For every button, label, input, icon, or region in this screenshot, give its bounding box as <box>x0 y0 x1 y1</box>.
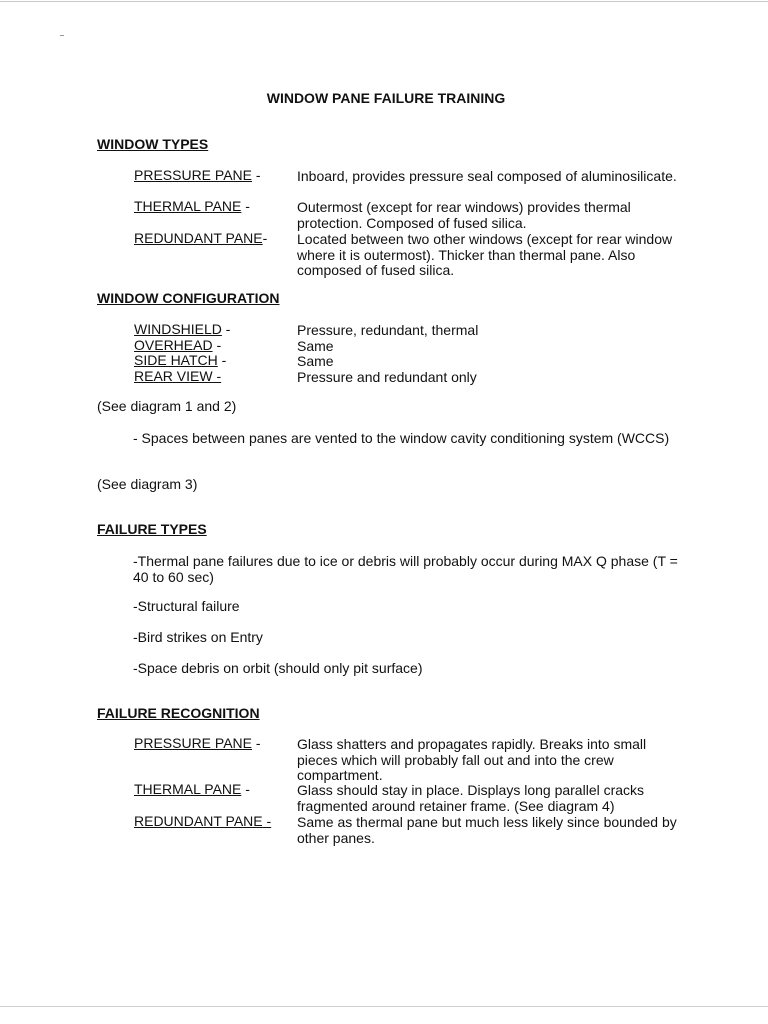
desc-pressure-pane: Inboard, provides pressure seal composed of aluminosilicate. <box>297 168 677 184</box>
desc-thermal-pane-recognition: Glass should stay in place. Displays long parallel cracks fragmented around retainer frame. (See diagram 4) <box>297 782 645 814</box>
failure-type-item: -Space debris on orbit (should only pit surface) <box>133 660 423 676</box>
scan-edge-top <box>0 1 768 2</box>
section-heading-failure-types: FAILURE TYPES <box>97 521 207 537</box>
scan-edge-bottom <box>0 1006 768 1007</box>
label-redundant-pane-recognition: REDUNDANT PANE - <box>134 813 272 829</box>
label-side-hatch: SIDE HATCH - <box>134 352 227 368</box>
section-heading-failure-recognition: FAILURE RECOGNITION <box>97 705 260 721</box>
section-heading-window-types: WINDOW TYPES <box>97 136 209 152</box>
label-windshield: WINDSHIELD - <box>134 321 231 337</box>
label-thermal-pane-recognition: THERMAL PANE - <box>134 781 250 797</box>
page-title: WINDOW PANE FAILURE TRAINING <box>266 90 506 106</box>
failure-type-item: -Thermal pane failures due to ice or debris will probably occur during MAX Q phase (T = 40 to 60 sec) <box>133 553 678 585</box>
section-heading-window-configuration: WINDOW CONFIGURATION <box>97 290 280 306</box>
desc-rear-view: Pressure and redundant only <box>297 369 477 385</box>
label-overhead: OVERHEAD - <box>134 337 222 353</box>
scan-speck <box>60 35 64 36</box>
note-see-diagram-1-2: (See diagram 1 and 2) <box>97 398 237 414</box>
desc-windshield: Pressure, redundant, thermal <box>297 322 479 338</box>
desc-redundant-pane-recognition: Same as thermal pane but much less likely since bounded by other panes. <box>297 814 677 846</box>
label-rear-view: REAR VIEW - <box>134 368 222 384</box>
desc-thermal-pane: Outermost (except for rear windows) provides thermal protection. Composed of fused silica. <box>297 199 631 231</box>
label-thermal-pane: THERMAL PANE - <box>134 198 250 214</box>
desc-overhead: Same <box>297 338 334 354</box>
paragraph-wccs: - Spaces between panes are vented to the window cavity conditioning system (WCCS) <box>133 430 670 446</box>
desc-side-hatch: Same <box>297 353 334 369</box>
label-pressure-pane-recognition: PRESSURE PANE - <box>134 735 261 751</box>
note-see-diagram-3: (See diagram 3) <box>97 476 198 492</box>
label-redundant-pane: REDUNDANT PANE- <box>134 230 268 246</box>
failure-type-item: -Bird strikes on Entry <box>133 629 263 645</box>
desc-redundant-pane: Located between two other windows (except for rear window where it is outermost). Thicker than thermal pane. Also composed of fused silica. <box>297 231 673 278</box>
label-pressure-pane: PRESSURE PANE - <box>134 167 261 183</box>
failure-type-item: -Structural failure <box>133 598 240 614</box>
desc-pressure-pane-recognition: Glass shatters and propagates rapidly. Breaks into small pieces which will probably fall out and into the crew compartment. <box>297 736 647 783</box>
